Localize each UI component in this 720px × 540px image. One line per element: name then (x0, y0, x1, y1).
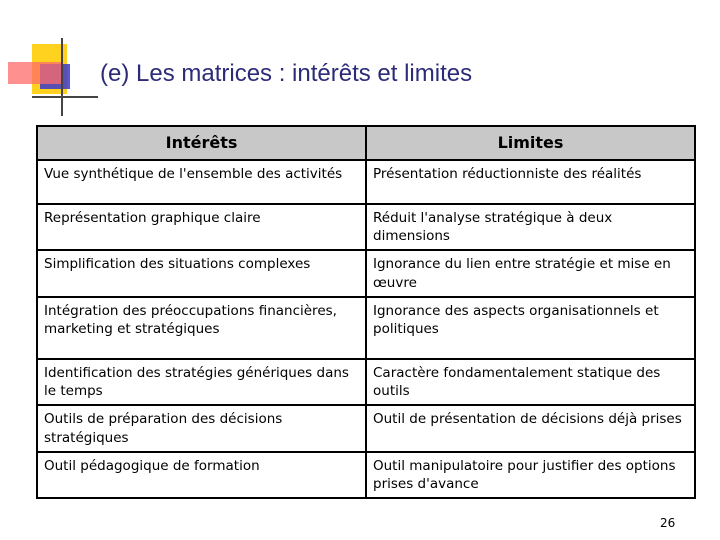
page-title: (e) Les matrices : intérêts et limites (100, 60, 473, 87)
header-limites: Limites (366, 126, 695, 160)
table-row (37, 250, 695, 296)
table-row (37, 359, 695, 405)
table-row (37, 297, 695, 359)
table-cell-limite: Caractère fondamentalement statique des outils (366, 359, 695, 405)
table-row (37, 204, 695, 250)
table-cell-interet: Identification des stratégies génériques dans le temps (37, 359, 366, 405)
table-row (37, 452, 695, 498)
table-cell-interet: Outil pédagogique de formation (37, 452, 366, 498)
table-cell-interet: Vue synthétique de l'ensemble des activités (37, 160, 366, 204)
table-cell-interet: Intégration des préoccupations financières, marketing et stratégiques (37, 297, 366, 359)
page-number: 26 (660, 516, 676, 530)
table-cell-limite: Ignorance du lien entre stratégie et mise en œuvre (366, 250, 695, 296)
table-row (37, 405, 695, 451)
table-cell-interet: Simplification des situations complexes (37, 250, 366, 296)
table-cell-limite: Réduit l'analyse stratégique à deux dimensions (366, 204, 695, 250)
table-cell-interet: Outils de préparation des décisions stratégiques (37, 405, 366, 451)
comparison-table (36, 125, 696, 499)
table-cell-limite: Outil manipulatoire pour justifier des options prises d'avance (366, 452, 695, 498)
table-cell-limite: Ignorance des aspects organisationnels et politiques (366, 297, 695, 359)
table-cell-limite: Présentation réductionniste des réalités (366, 160, 695, 204)
table-header-row (37, 126, 695, 160)
table-cell-interet: Représentation graphique claire (37, 204, 366, 250)
table-cell-limite: Outil de présentation de décisions déjà prises (366, 405, 695, 451)
decorative-logo-icon (0, 0, 100, 120)
header-interets: Intérêts (37, 126, 366, 160)
table-row (37, 160, 695, 204)
